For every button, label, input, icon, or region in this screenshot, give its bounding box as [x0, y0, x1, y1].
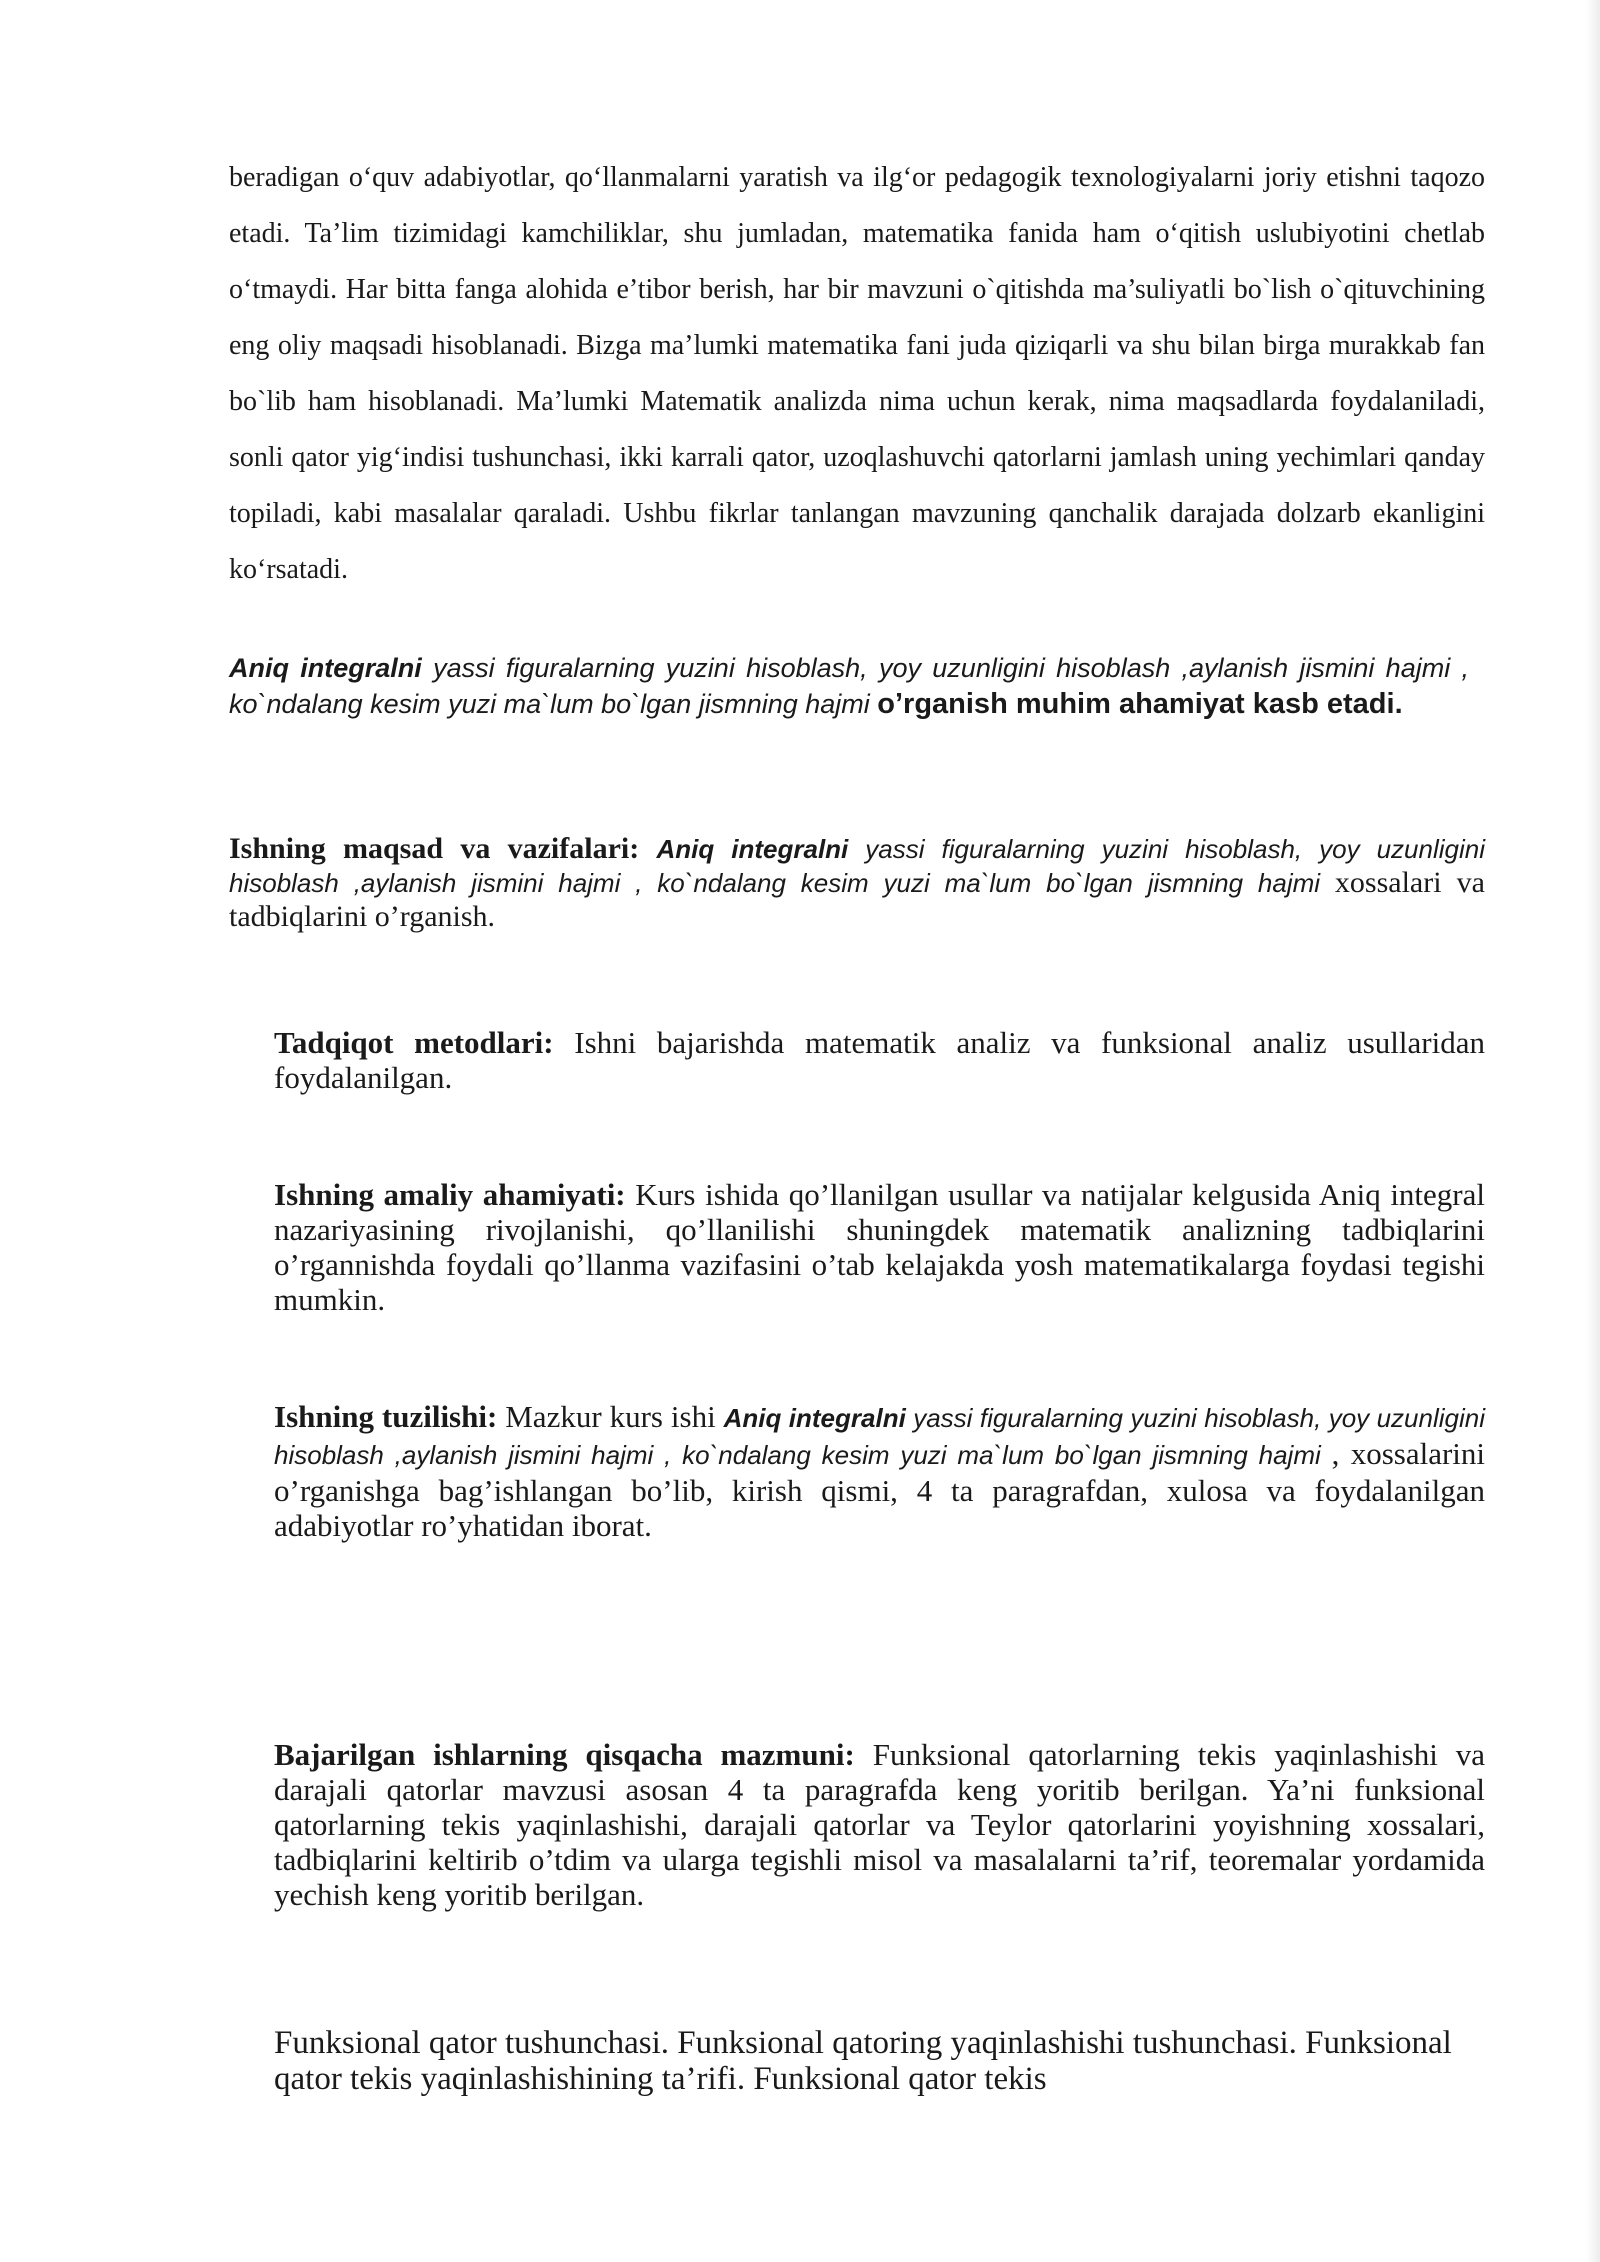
- practical-paragraph: [274, 1177, 1485, 1317]
- page-edge-shadow: [1586, 0, 1600, 2262]
- goal-bold-italic: Aniq integralni: [656, 834, 849, 864]
- goal-text: xossalari va tadbiqlarini o’rganish.: [229, 866, 1485, 933]
- structure-text-a: Mazkur kurs ishi: [497, 1399, 724, 1434]
- structure-italic: yassi figuralarning yuzini hisoblash, yoy uzunligini hisoblash ,aylanish jismini hajmi , ko`ndalang kesim yuzi ma`lum bo`lgan jismning hajmi: [274, 1403, 1485, 1470]
- structure-heading: Ishning tuzilishi:: [274, 1399, 498, 1434]
- structure-paragraph: [274, 1399, 1485, 1543]
- structure-text-b: , xossalarini o’rganishga bag’ishlangan bo’lib, kirish qismi, 4 ta paragrafdan, xulosa va foydalanilgan adabiyotlar ro’yhatidan iborat.: [274, 1436, 1485, 1543]
- topic-bold-italic: Aniq integralni: [229, 653, 422, 683]
- methods-paragraph: [274, 1025, 1485, 1095]
- goal-italic: yassi figuralarning yuzini hisoblash, yoy uzunligini hisoblash ,aylanish jismini hajmi , ko`ndalang kesim yuzi ma`lum bo`lgan jismning hajmi: [229, 834, 1486, 898]
- intro-paragraph: beradigan o‘quv adabiyotlar, qo‘llanmalarni yaratish va ilg‘or pedagogik texnologiyalarni joriy etishni taqozo etadi. Ta’lim tizimidagi kamchiliklar, shu jumladan, matematika fanida ham o‘qitish uslubiyotini chetlab o‘tmaydi. Har bitta fanga alohida e’tibor berish, har bir mavzuni o`qitishda ma’suliyatli bo`lish o`qituvchining eng oliy maqsadi hisoblanadi. Bizga ma’lumki matematika fani juda qiziqarli va shu bilan birga murakkab fan bo`lib ham hisoblanadi. Ma’lumki Matematik analizda nima uchun kerak, nima maqsadlarda foydalaniladi, sonli qator yig‘indisi tushunchasi, ikki karrali qator, uzoqlashuvchi qatorlarni jamlash uning yechimlari qanday topiladi, kabi masalalar qaraladi. Ushbu fikrlar tanlangan mavzuning qanchalik darajada dolzarb ekanligini ko‘rsatadi.: [229, 162, 1485, 585]
- topic-italic: yassi figuralarning yuzini hisoblash, yoy uzunligini hisoblash ,aylanish jismini hajmi , ko`ndalang kesim yuzi ma`lum bo`lgan jismning hajmi: [229, 653, 1469, 719]
- topic-bold: o’rganish muhim ahamiyat kasb etadi.: [877, 688, 1403, 720]
- goal-heading: Ishning maqsad va vazifalari:: [229, 832, 657, 865]
- closing-paragraph: Funksional qator tushunchasi. Funksional qatoring yaqinlashishi tushunchasi. Funksional qator tekis yaqinlashishining ta’rifi. Funksional qator tekis: [274, 2025, 1452, 2097]
- structure-bold-italic: Aniq integralni: [723, 1403, 906, 1433]
- summary-heading: Bajarilgan ishlarning qisqacha mazmuni:: [274, 1737, 855, 1772]
- goal-paragraph: [229, 832, 1485, 934]
- methods-heading: Tadqiqot metodlari:: [274, 1025, 554, 1060]
- practical-text: Kurs ishida qo’llanilgan usullar va natijalar kelgusida Aniq integral nazariyasining rivojlanishi, qo’llanilishi shuningdek matematik analizning tadbiqlarini o’rgannishda foydali qo’llanma vazifasini o’tab kelajakda yosh matematikalarga foydasi tegishi mumkin.: [274, 1177, 1485, 1317]
- summary-text: Funksional qatorlarning tekis yaqinlashishi va darajali qatorlar mavzusi asosan 4 ta paragrafda keng yoritib berilgan. Ya’ni funksional qatorlarning tekis yaqinlashishi, darajali qatorlar va Teylor qatorlarini yoyishning xossalari, tadbiqlarini keltirib o’tdim va ularga tegishli misol va masalalarni ta’rif, teoremalar yordamida yechish keng yoritib berilgan.: [274, 1737, 1485, 1912]
- topic-paragraph: [229, 650, 1469, 722]
- methods-text: Ishni bajarishda matematik analiz va funksional analiz usullaridan foydalanilgan.: [274, 1025, 1485, 1095]
- practical-heading: Ishning amaliy ahamiyati:: [274, 1177, 626, 1212]
- summary-paragraph: [274, 1737, 1485, 1912]
